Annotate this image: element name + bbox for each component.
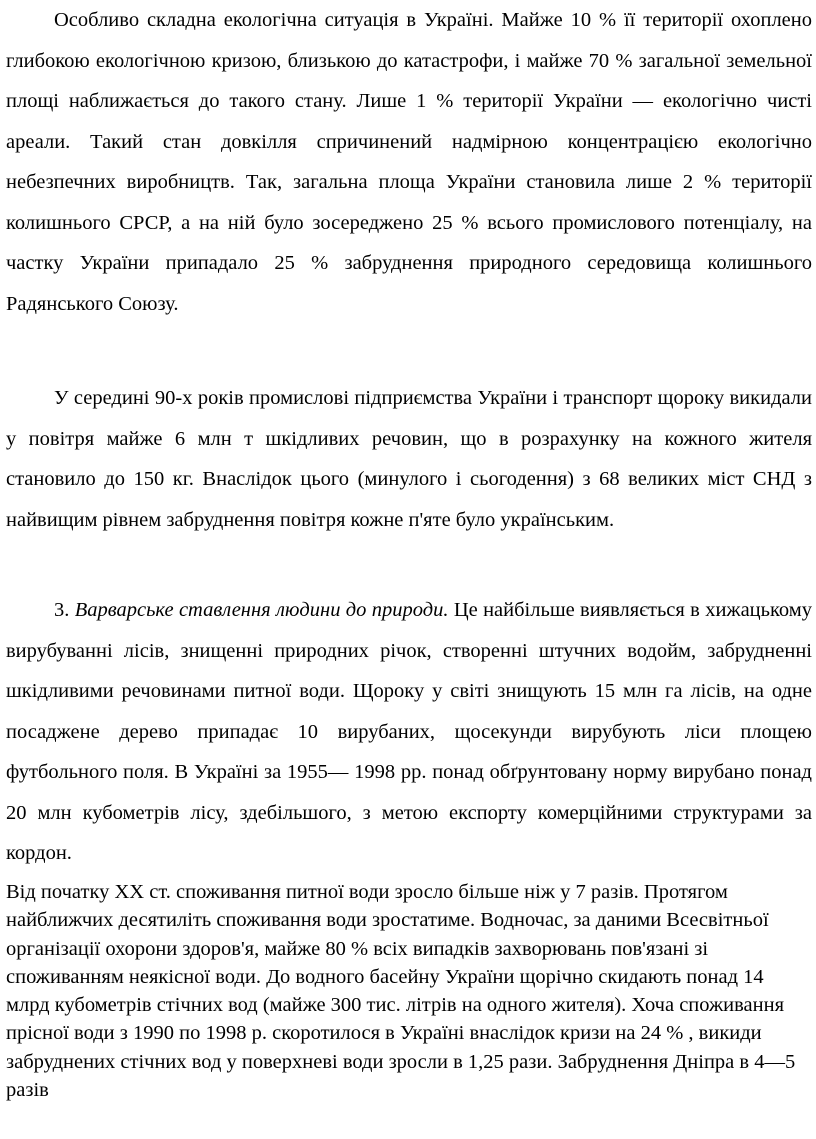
paragraph-text: Від початку XX ст. споживання питної води зросло більше ніж у 7 разів. Протягом найближчих десятиліть споживання води зростатиме. Водночас, за даними Всесвітньої організації охорони здоров'я, майже 80 % всіх випадків захворювань пов'язані зі споживанням неякісної води. До водного басейну України щорічно скидають понад 14 млрд кубометрів стічних вод (майже 300 тис. літрів на одного жителя). Хоча споживання прісної води з 1990 по 1998 р. скоротилося в Україні внаслідок кризи на 24 % , викиди забруднених стічних вод у поверхневі води зросли в 1,25 рази. Забруднення Дніпра в 4—5 разів	[6, 881, 796, 1102]
paragraph-barbaric-attitude	[0, 590, 816, 874]
paragraph-air-pollution	[0, 378, 816, 540]
list-number: 3.	[54, 599, 70, 621]
paragraph-ecological-situation	[0, 0, 816, 324]
paragraph-water-consumption	[0, 878, 816, 1104]
paragraph-text: Це найбільше виявляється в хижацькому вирубуванні лісів, знищенні природних річок, створенні штучних водойм, забрудненні шкідливими речовинами питної води. Щороку у світі знищують 15 млн га лісів, на одне посаджене дерево припадає 10 вирубаних, щосекунди вирубують ліси площею футбольного поля. В Україні за 1955— 1998 рр. понад обґрунтовану норму вирубано понад 20 млн кубометрів лісу, здебільшого, з метою експорту комерційними структурами за кордон.	[6, 599, 812, 864]
paragraph-text: У середині 90-х років промислові підприємства України і транспорт щороку викидали у повітря майже 6 млн т шкідливих речовин, що в розрахунку на кожного жителя становило до 150 кг. Внаслідок цього (минулого і сьогодення) з 68 великих міст СНД з найвищим рівнем забруднення повітря кожне п'яте було українським.	[6, 387, 812, 531]
section-heading: Варварське ставлення людини до природи.	[74, 599, 449, 621]
paragraph-text: Особливо складна екологічна ситуація в Україні. Майже 10 % її території охоплено глибокою екологічною кризою, близькою до катастрофи, і майже 70 % загальної земельної площі наближається до такого стану. Лише 1 % території України — екологічно чисті ареали. Такий стан довкілля спричинений надмірною концентрацією екологічно небезпечних виробництв. Так, загальна площа України становила лише 2 % території колишнього СРСР, а на ній було зосереджено 25 % всього промислового потенціалу, на частку України припадало 25 % забруднення природного середовища колишнього Радянського Союзу.	[6, 9, 812, 315]
